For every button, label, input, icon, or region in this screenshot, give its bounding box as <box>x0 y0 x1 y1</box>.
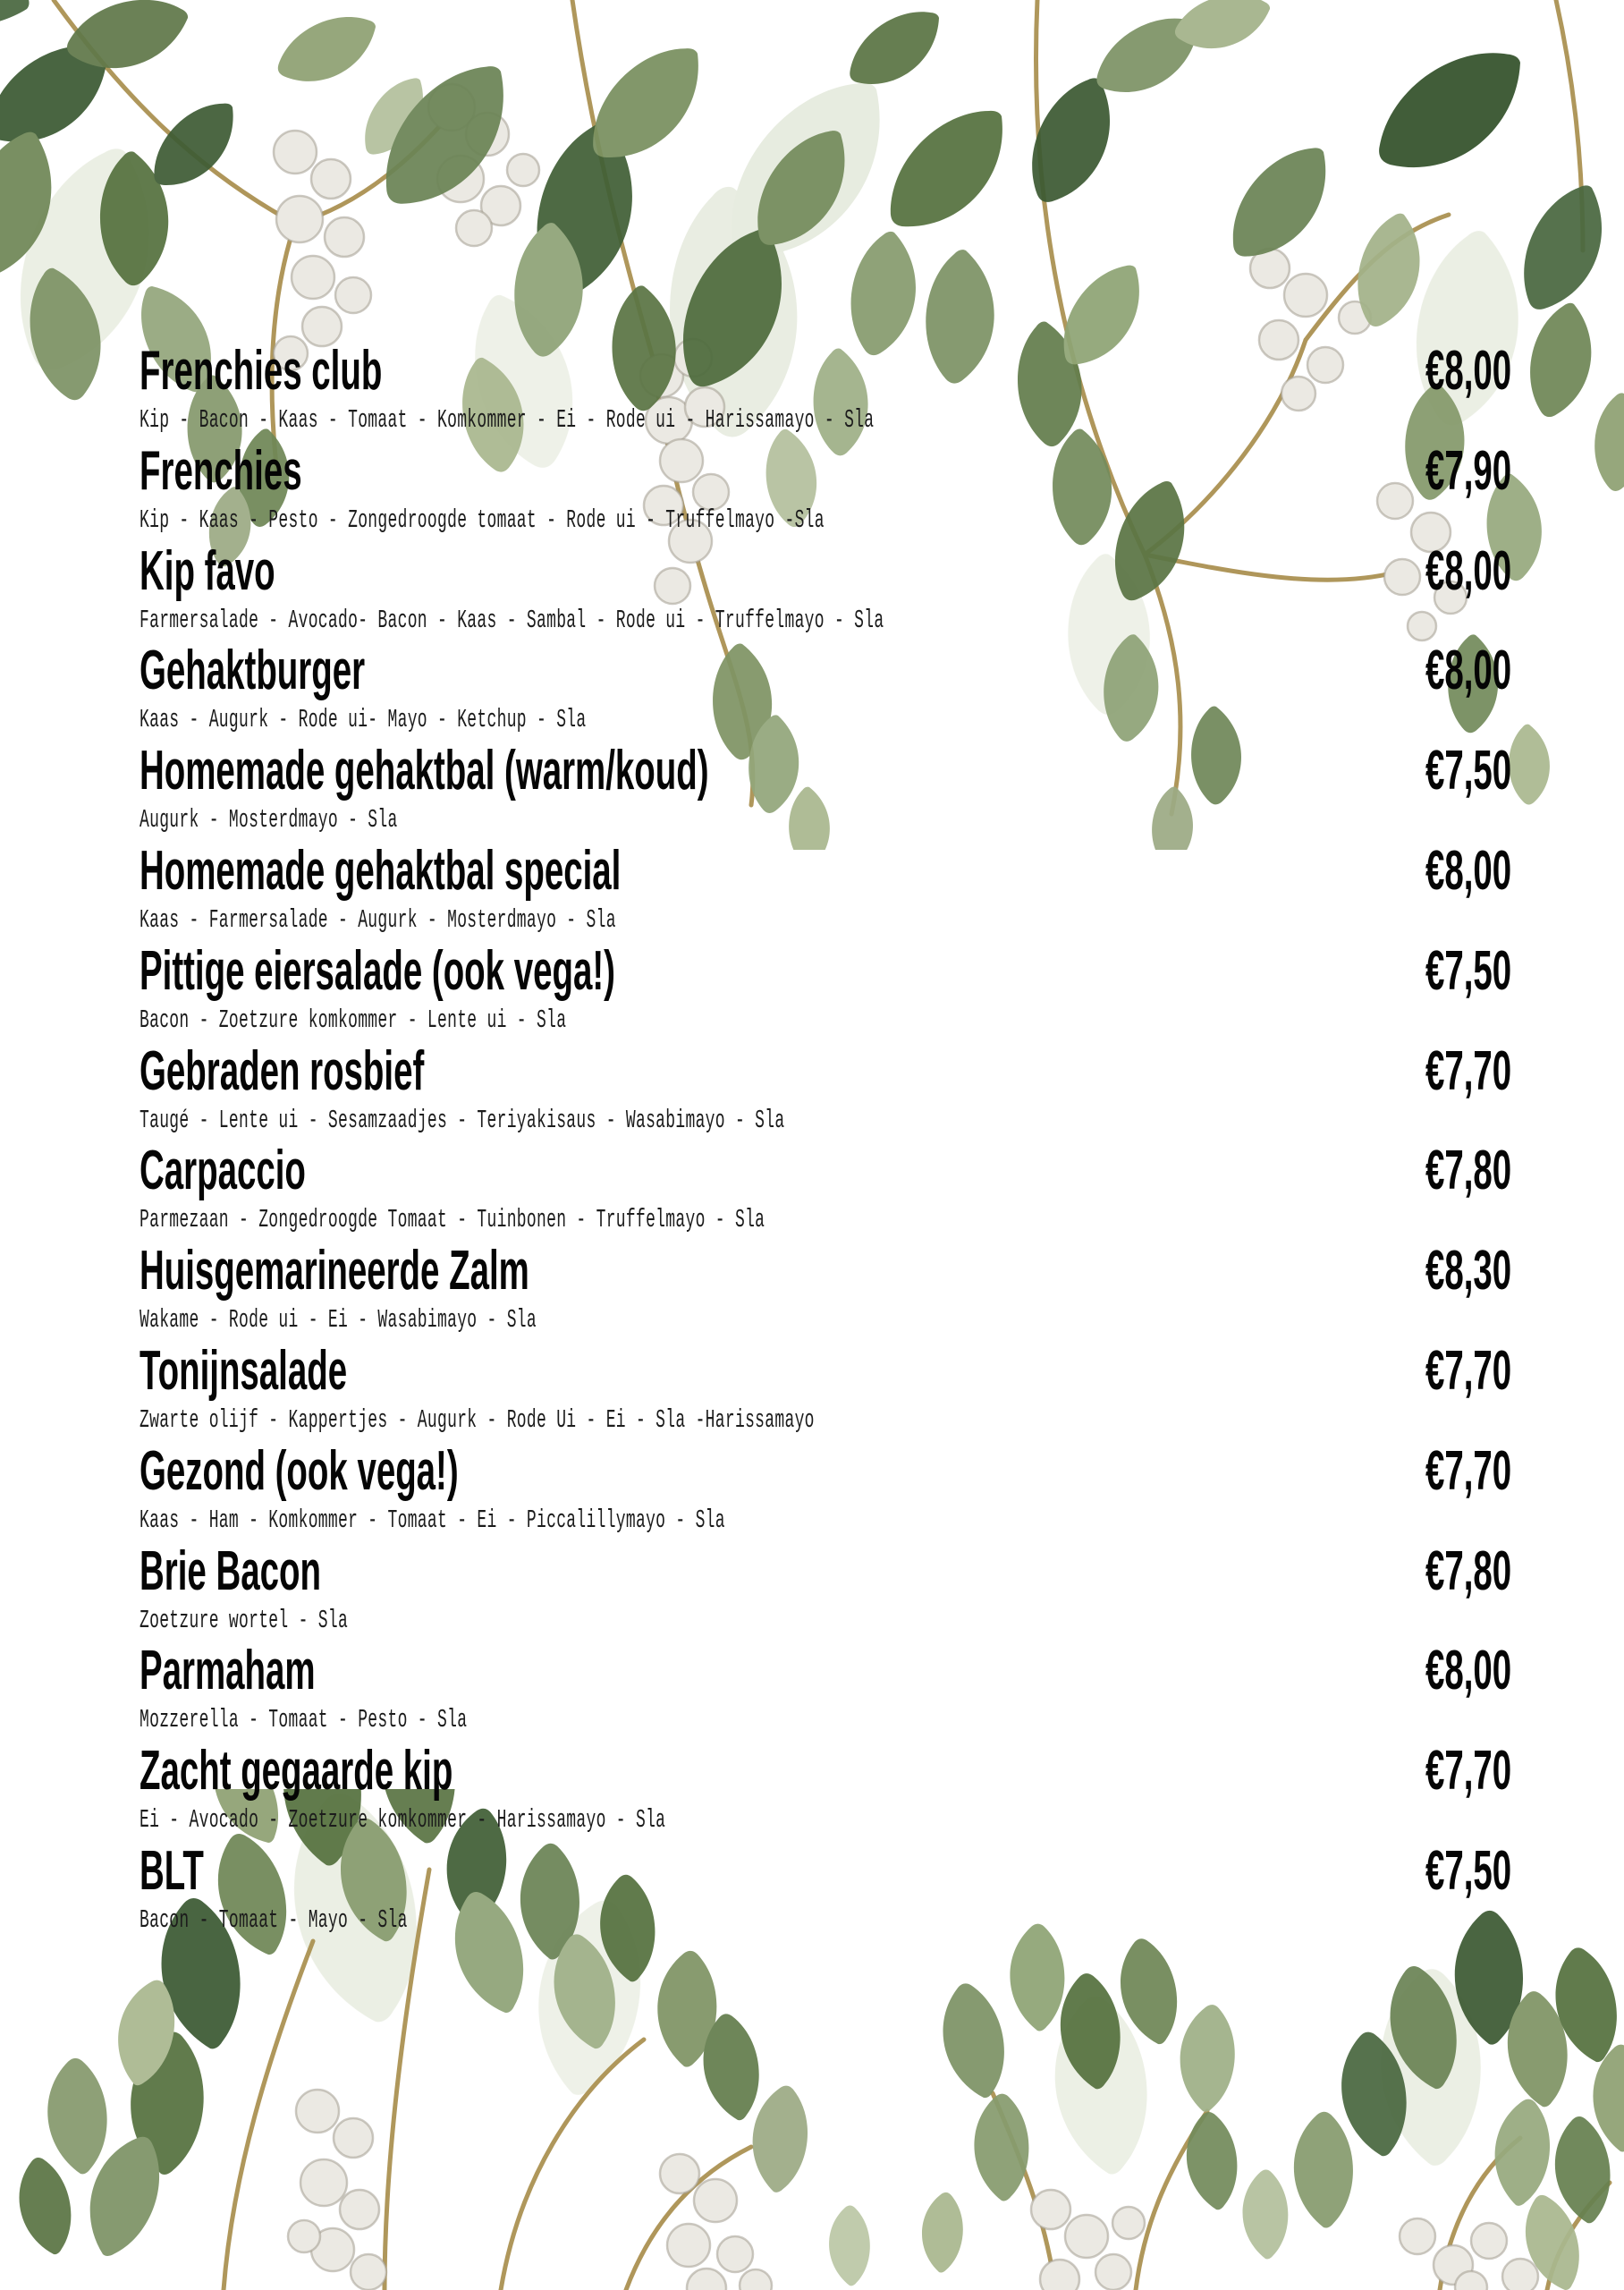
menu-item-price: €7,80 <box>1425 1140 1511 1202</box>
menu-item-row <box>140 1142 1511 1200</box>
menu-item <box>140 1039 1511 1143</box>
menu-item-price: €7,70 <box>1425 1740 1511 1802</box>
menu-item-name: Homemade gehaktbal special <box>140 839 622 902</box>
menu-item-price: €7,50 <box>1425 939 1511 1002</box>
menu-item-row <box>140 839 1511 902</box>
menu-item-price: €8,00 <box>1425 340 1511 402</box>
menu-item-row <box>140 340 1511 402</box>
menu-item-description: Bacon - Tomaat - Mayo - Sla <box>140 1904 408 1935</box>
menu-item-description: Kaas - Farmersalade - Augurk - Mosterdmayo - Sla <box>140 904 616 935</box>
menu-item-price: €7,50 <box>1425 740 1511 802</box>
menu-item-description: Taugé - Lente ui - Sesamzaadjes - Teriyakisaus - Wasabimayo - Sla <box>140 1105 785 1135</box>
menu-item-description: Augurk - Mosterdmayo - Sla <box>140 805 398 835</box>
menu-item <box>140 439 1511 543</box>
menu-item-name: Gebraden rosbief <box>140 1039 425 1102</box>
menu-item-description: Zwarte olijf - Kappertjes - Augurk - Rode Ui - Ei - Sla -Harissamayo <box>140 1404 815 1435</box>
menu-item-description: Farmersalade - Avocado- Bacon - Kaas - Sambal - Rode ui - Truffelmayo - Sla <box>140 605 884 635</box>
menu-item-row <box>140 439 1511 502</box>
menu-item-price: €8,00 <box>1425 839 1511 902</box>
menu-item <box>140 642 1511 742</box>
menu-item-name: Parmaham <box>140 1640 316 1702</box>
menu-item-row <box>140 1740 1511 1802</box>
menu-item-description: Parmezaan - Zongedroogde Tomaat - Tuinbonen - Truffelmayo - Sla <box>140 1205 765 1235</box>
menu-item-row <box>140 939 1511 1002</box>
menu-item-name: Tonijnsalade <box>140 1339 348 1402</box>
menu-item-name: Gehaktburger <box>140 640 366 702</box>
menu-item <box>140 1740 1511 1843</box>
menu-item-description: Kaas - Augurk - Rode ui- Mayo - Ketchup - Sla <box>140 705 587 735</box>
menu-item-name: Brie Bacon <box>140 1539 321 1602</box>
menu-item-price: €7,90 <box>1425 439 1511 502</box>
menu-item-name: Frenchies <box>140 439 302 502</box>
menu-item-name: Carpaccio <box>140 1140 306 1202</box>
menu-item-price: €8,00 <box>1425 539 1511 602</box>
menu-item <box>140 539 1511 643</box>
menu-item <box>140 1642 1511 1743</box>
menu-item-name: Pittige eiersalade (ook vega!) <box>140 939 615 1002</box>
menu-item-name: Homemade gehaktbal (warm/koud) <box>140 740 709 802</box>
menu-item-row <box>140 1642 1511 1700</box>
menu-item-row <box>140 1339 1511 1402</box>
menu-item <box>140 742 1511 843</box>
menu-item-price: €7,70 <box>1425 1439 1511 1502</box>
menu-item-row <box>140 1539 1511 1602</box>
menu-item-row <box>140 1039 1511 1102</box>
menu-item-row <box>140 742 1511 800</box>
menu-item-description: Wakame - Rode ui - Ei - Wasabimayo - Sla <box>140 1305 537 1336</box>
menu-item <box>140 340 1511 443</box>
menu-list <box>140 340 1511 1943</box>
menu-item-row <box>140 1839 1511 1902</box>
menu-item-name: Zacht gegaarde kip <box>140 1740 453 1802</box>
menu-item <box>140 1240 1511 1343</box>
menu-item-price: €7,80 <box>1425 1539 1511 1602</box>
menu-item-row <box>140 539 1511 602</box>
menu-item-row <box>140 1240 1511 1302</box>
menu-item <box>140 939 1511 1043</box>
menu-item-price: €8,00 <box>1425 1640 1511 1702</box>
menu-item-description: Mozzerella - Tomaat - Pesto - Sla <box>140 1705 468 1735</box>
menu-item <box>140 1142 1511 1243</box>
menu-item-description: Kip - Bacon - Kaas - Tomaat - Komkommer - Ei - Rode ui - Harissamayo - Sla <box>140 405 875 435</box>
menu-item <box>140 1539 1511 1643</box>
menu-item-price: €8,00 <box>1425 640 1511 702</box>
menu-item-price: €8,30 <box>1425 1240 1511 1302</box>
menu-item-row <box>140 642 1511 700</box>
menu-item-price: €7,70 <box>1425 1339 1511 1402</box>
menu-item-name: Frenchies club <box>140 340 383 402</box>
menu-item-description: Bacon - Zoetzure komkommer - Lente ui - Sla <box>140 1005 567 1035</box>
menu-item <box>140 1339 1511 1443</box>
menu-item-price: €7,50 <box>1425 1839 1511 1902</box>
menu-item-row <box>140 1439 1511 1502</box>
menu-item-description: Kip - Kaas - Pesto - Zongedroogde tomaat - Rode ui - Truffelmayo -Sla <box>140 505 825 535</box>
menu-item-name: Gezond (ook vega!) <box>140 1439 459 1502</box>
menu-item <box>140 1439 1511 1543</box>
menu-item <box>140 1839 1511 1943</box>
menu-item-description: Kaas - Ham - Komkommer - Tomaat - Ei - Piccalillymayo - Sla <box>140 1505 725 1535</box>
menu-item-price: €7,70 <box>1425 1039 1511 1102</box>
menu-item-name: Huisgemarineerde Zalm <box>140 1240 529 1302</box>
menu-item-description: Ei - Avocado - Zoetzure komkommer - Harissamayo - Sla <box>140 1805 666 1836</box>
menu-item-name: BLT <box>140 1839 204 1902</box>
menu-item-name: Kip favo <box>140 539 275 602</box>
menu-item-description: Zoetzure wortel - Sla <box>140 1605 349 1635</box>
menu-item <box>140 839 1511 943</box>
